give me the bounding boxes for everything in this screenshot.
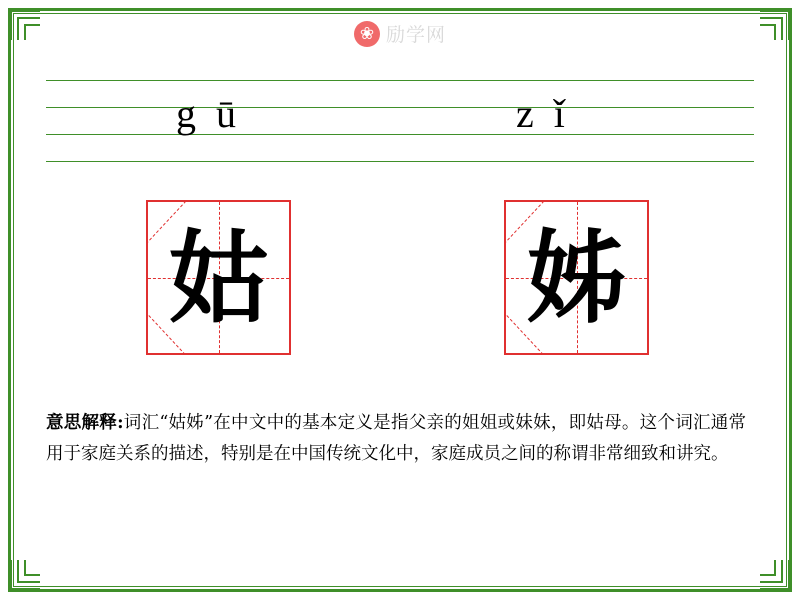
character-grid-row: [0, 200, 800, 360]
meaning-explanation: [46, 408, 746, 470]
staff-line-2: [46, 107, 754, 108]
character-grid-box-1: [146, 200, 291, 355]
hanzi-character-2: 姊: [526, 218, 627, 337]
staff-line-4: [46, 161, 754, 162]
hanzi-character-1: 姑: [168, 218, 269, 337]
corner-ornament-top-left: [10, 10, 44, 44]
corner-ornament-top-right: [756, 10, 790, 44]
pinyin-syllable-1: g ū: [176, 91, 241, 136]
pinyin-syllable-2: z ǐ: [516, 91, 570, 136]
staff-line-3: [46, 134, 754, 135]
explanation-label: 意思解释:: [46, 413, 124, 433]
corner-ornament-bottom-left: [10, 556, 44, 590]
staff-line-1: [46, 80, 754, 81]
corner-ornament-bottom-right: [756, 556, 790, 590]
character-grid-box-2: [504, 200, 649, 355]
site-logo: [354, 20, 446, 47]
site-logo-text: 励学网: [385, 25, 447, 46]
pinyin-staff: [46, 80, 754, 162]
flame-icon: ❀: [354, 21, 380, 47]
explanation-body: 词汇“姑姊”在中文中的基本定义是指父亲的姐姐或妹妹，即姑母。这个词汇通常用于家庭关系的描述，特别是在中国传统文化中，家庭成员之间的称谓非常细致和讲究。: [46, 413, 746, 464]
